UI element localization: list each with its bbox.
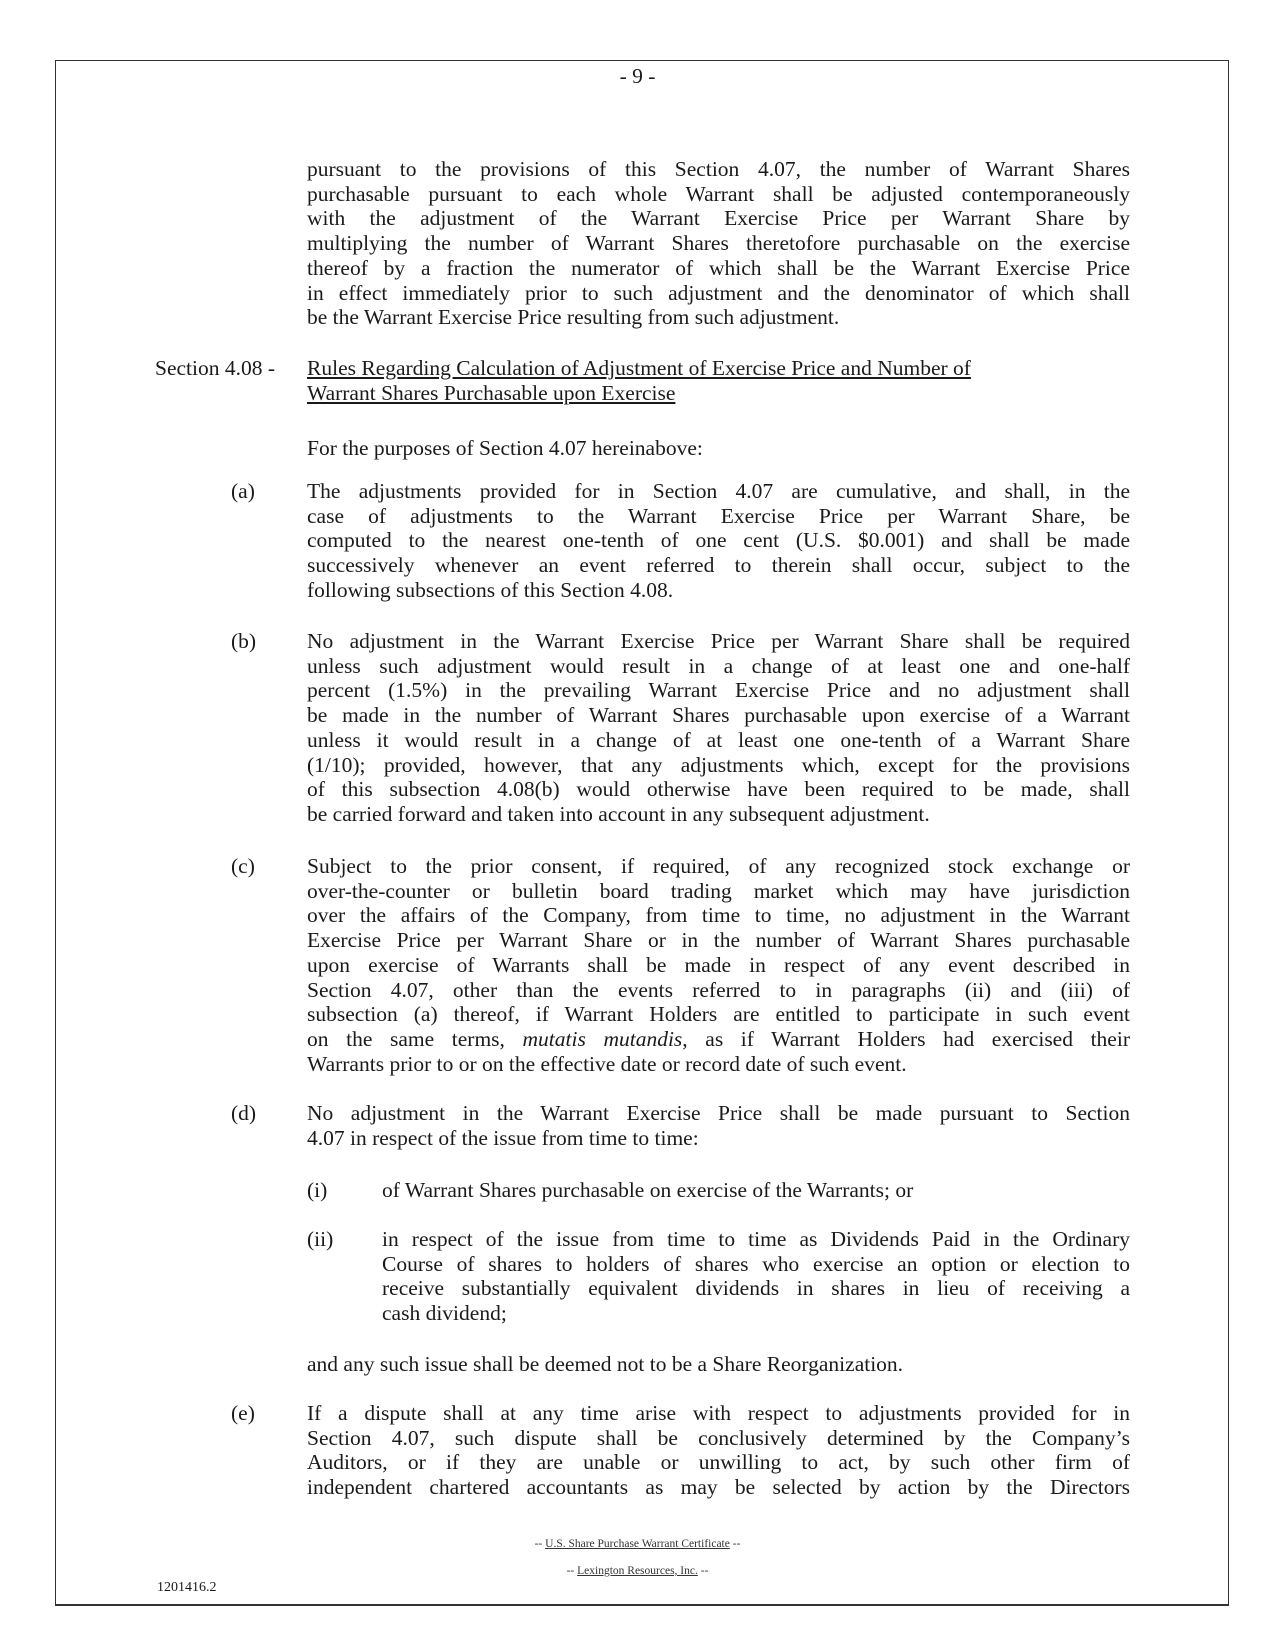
item-d-closing — [307, 1352, 1130, 1377]
footer-dash: -- — [732, 1538, 741, 1550]
item-c-label: (c) — [231, 854, 255, 878]
text-line: Auditors, or if they are unable or unwilling to act, by such other firm of — [307, 1450, 1130, 1475]
text-line: thereof by a fraction the numerator of which shall be the Warrant Exercise Price — [307, 255, 1130, 280]
text-segment: , as if Warrant Holders had exercised their — [682, 1026, 1130, 1051]
text-line: be made in the number of Warrant Shares purchasable upon exercise of a Warrant — [307, 703, 1130, 728]
text-line: No adjustment in the Warrant Exercise Price per Warrant Share shall be required — [307, 629, 1130, 653]
page-number: - 9 - — [619, 64, 656, 88]
item-d-i-label: (i) — [307, 1178, 328, 1202]
text-line: unless it would result in a change of at least one one-tenth of a Warrant Share — [307, 727, 1130, 752]
footer-certificate-title — [0, 1538, 1275, 1550]
text-line — [307, 1027, 1130, 1052]
text-line: Exercise Price per Warrant Share or in the number of Warrant Shares purchasable — [307, 928, 1130, 953]
text-line: (1/10); provided, however, that any adjustments which, except for the provisions — [307, 752, 1130, 777]
text-line: be the Warrant Exercise Price resulting from such adjustment. — [307, 305, 840, 330]
item-d-i — [382, 1178, 1130, 1203]
text-line: in effect immediately prior to such adjustment and the denominator of which shall — [307, 280, 1130, 305]
text-line: cash dividend; — [382, 1301, 507, 1326]
item-e-label: (e) — [231, 1401, 255, 1425]
text-line: Warrant Shares Purchasable upon Exercise — [307, 380, 676, 405]
text-line: and any such issue shall be deemed not to be a Share Reorganization. — [307, 1352, 904, 1376]
item-b — [307, 629, 1130, 827]
text-line: No adjustment in the Warrant Exercise Price shall be made pursuant to Section — [307, 1101, 1130, 1125]
text-line: successively whenever an event referred to therein shall occur, subject to the — [307, 553, 1130, 578]
section-4-08-heading-label: Section 4.08 - — [155, 356, 276, 380]
text-line: multiplying the number of Warrant Shares theretofore purchasable on the exercise — [307, 231, 1130, 256]
text-line: purchasable pursuant to each whole Warrant shall be adjusted contemporaneously — [307, 181, 1130, 206]
item-b-label: (b) — [231, 629, 257, 653]
item-d — [307, 1101, 1130, 1150]
text-line: of Warrant Shares purchasable on exercise of the Warrants; or — [382, 1178, 914, 1202]
text-line: with the adjustment of the Warrant Exercise Price per Warrant Share by — [307, 206, 1130, 231]
section-4-08-heading — [307, 356, 1130, 405]
continuation — [307, 157, 1130, 330]
text-line: Section 4.07, other than the events referred to in paragraphs (ii) and (iii) of — [307, 977, 1130, 1002]
text-line: be carried forward and taken into account in any subsequent adjustment. — [307, 801, 930, 826]
item-d-label: (d) — [231, 1101, 257, 1125]
footer-dash: -- — [700, 1565, 709, 1577]
text-line: over-the-counter or bulletin board trading market which may have jurisdiction — [307, 878, 1130, 903]
item-a-label: (a) — [231, 479, 255, 503]
item-e — [307, 1401, 1130, 1500]
document-number: 1201416.2 — [157, 1580, 217, 1595]
item-a — [307, 479, 1130, 603]
item-d-ii-label: (ii) — [307, 1227, 334, 1251]
text-line: upon exercise of Warrants shall be made in respect of any event described in — [307, 952, 1130, 977]
text-line: in respect of the issue from time to time as Dividends Paid in the Ordinary — [382, 1227, 1130, 1251]
text-segment: on the same terms, — [307, 1026, 523, 1051]
text-line: If a dispute shall at any time arise with respect to adjustments provided for in — [307, 1401, 1130, 1425]
footer-company-name — [0, 1565, 1275, 1577]
text-line: Warrants prior to or on the effective date or record date of such event. — [307, 1051, 907, 1076]
footer-line-2: Lexington Resources, Inc. — [577, 1565, 698, 1577]
text-line: subsection (a) thereof, if Warrant Holders are entitled to participate in such event — [307, 1002, 1130, 1027]
text-line: 4.07 in respect of the issue from time to time: — [307, 1125, 699, 1150]
text-line: over the affairs of the Company, from time to time, no adjustment in the Warrant — [307, 903, 1130, 928]
item-d-ii — [382, 1227, 1130, 1326]
text-line: percent (1.5%) in the prevailing Warrant Exercise Price and no adjustment shall — [307, 678, 1130, 703]
text-line: Rules Regarding Calculation of Adjustment of Exercise Price and Number of — [307, 356, 971, 380]
footer-line-1: U.S. Share Purchase Warrant Certificate — [545, 1538, 730, 1550]
text-line: pursuant to the provisions of this Section 4.07, the number of Warrant Shares — [307, 157, 1130, 181]
italic-phrase: mutatis mutandis — [522, 1026, 683, 1051]
text-line: case of adjustments to the Warrant Exercise Price per Warrant Share, be — [307, 503, 1130, 528]
footer-dash: -- — [534, 1538, 543, 1550]
text-line: The adjustments provided for in Section 4.07 are cumulative, and shall, in the — [307, 479, 1130, 503]
text-line: computed to the nearest one-tenth of one cent (U.S. $0.001) and shall be made — [307, 528, 1130, 553]
text-line: unless such adjustment would result in a change of at least one and one-half — [307, 653, 1130, 678]
text-line: independent chartered accountants as may be selected by action by the Directors — [307, 1475, 1130, 1500]
footer-dash: -- — [566, 1565, 575, 1577]
text-line: of this subsection 4.08(b) would otherwise have been required to be made, shall — [307, 777, 1130, 802]
text-line: For the purposes of Section 4.07 hereinabove: — [307, 436, 703, 460]
text-line: receive substantially equivalent dividends in shares in lieu of receiving a — [382, 1276, 1130, 1301]
text-line: Course of shares to holders of shares who exercise an option or election to — [382, 1251, 1130, 1276]
text-line: Subject to the prior consent, if required, of any recognized stock exchange or — [307, 854, 1130, 878]
intro — [307, 436, 1130, 461]
item-c — [307, 854, 1130, 1076]
text-line: following subsections of this Section 4.08. — [307, 577, 674, 602]
text-line: Section 4.07, such dispute shall be conclusively determined by the Company’s — [307, 1425, 1130, 1450]
